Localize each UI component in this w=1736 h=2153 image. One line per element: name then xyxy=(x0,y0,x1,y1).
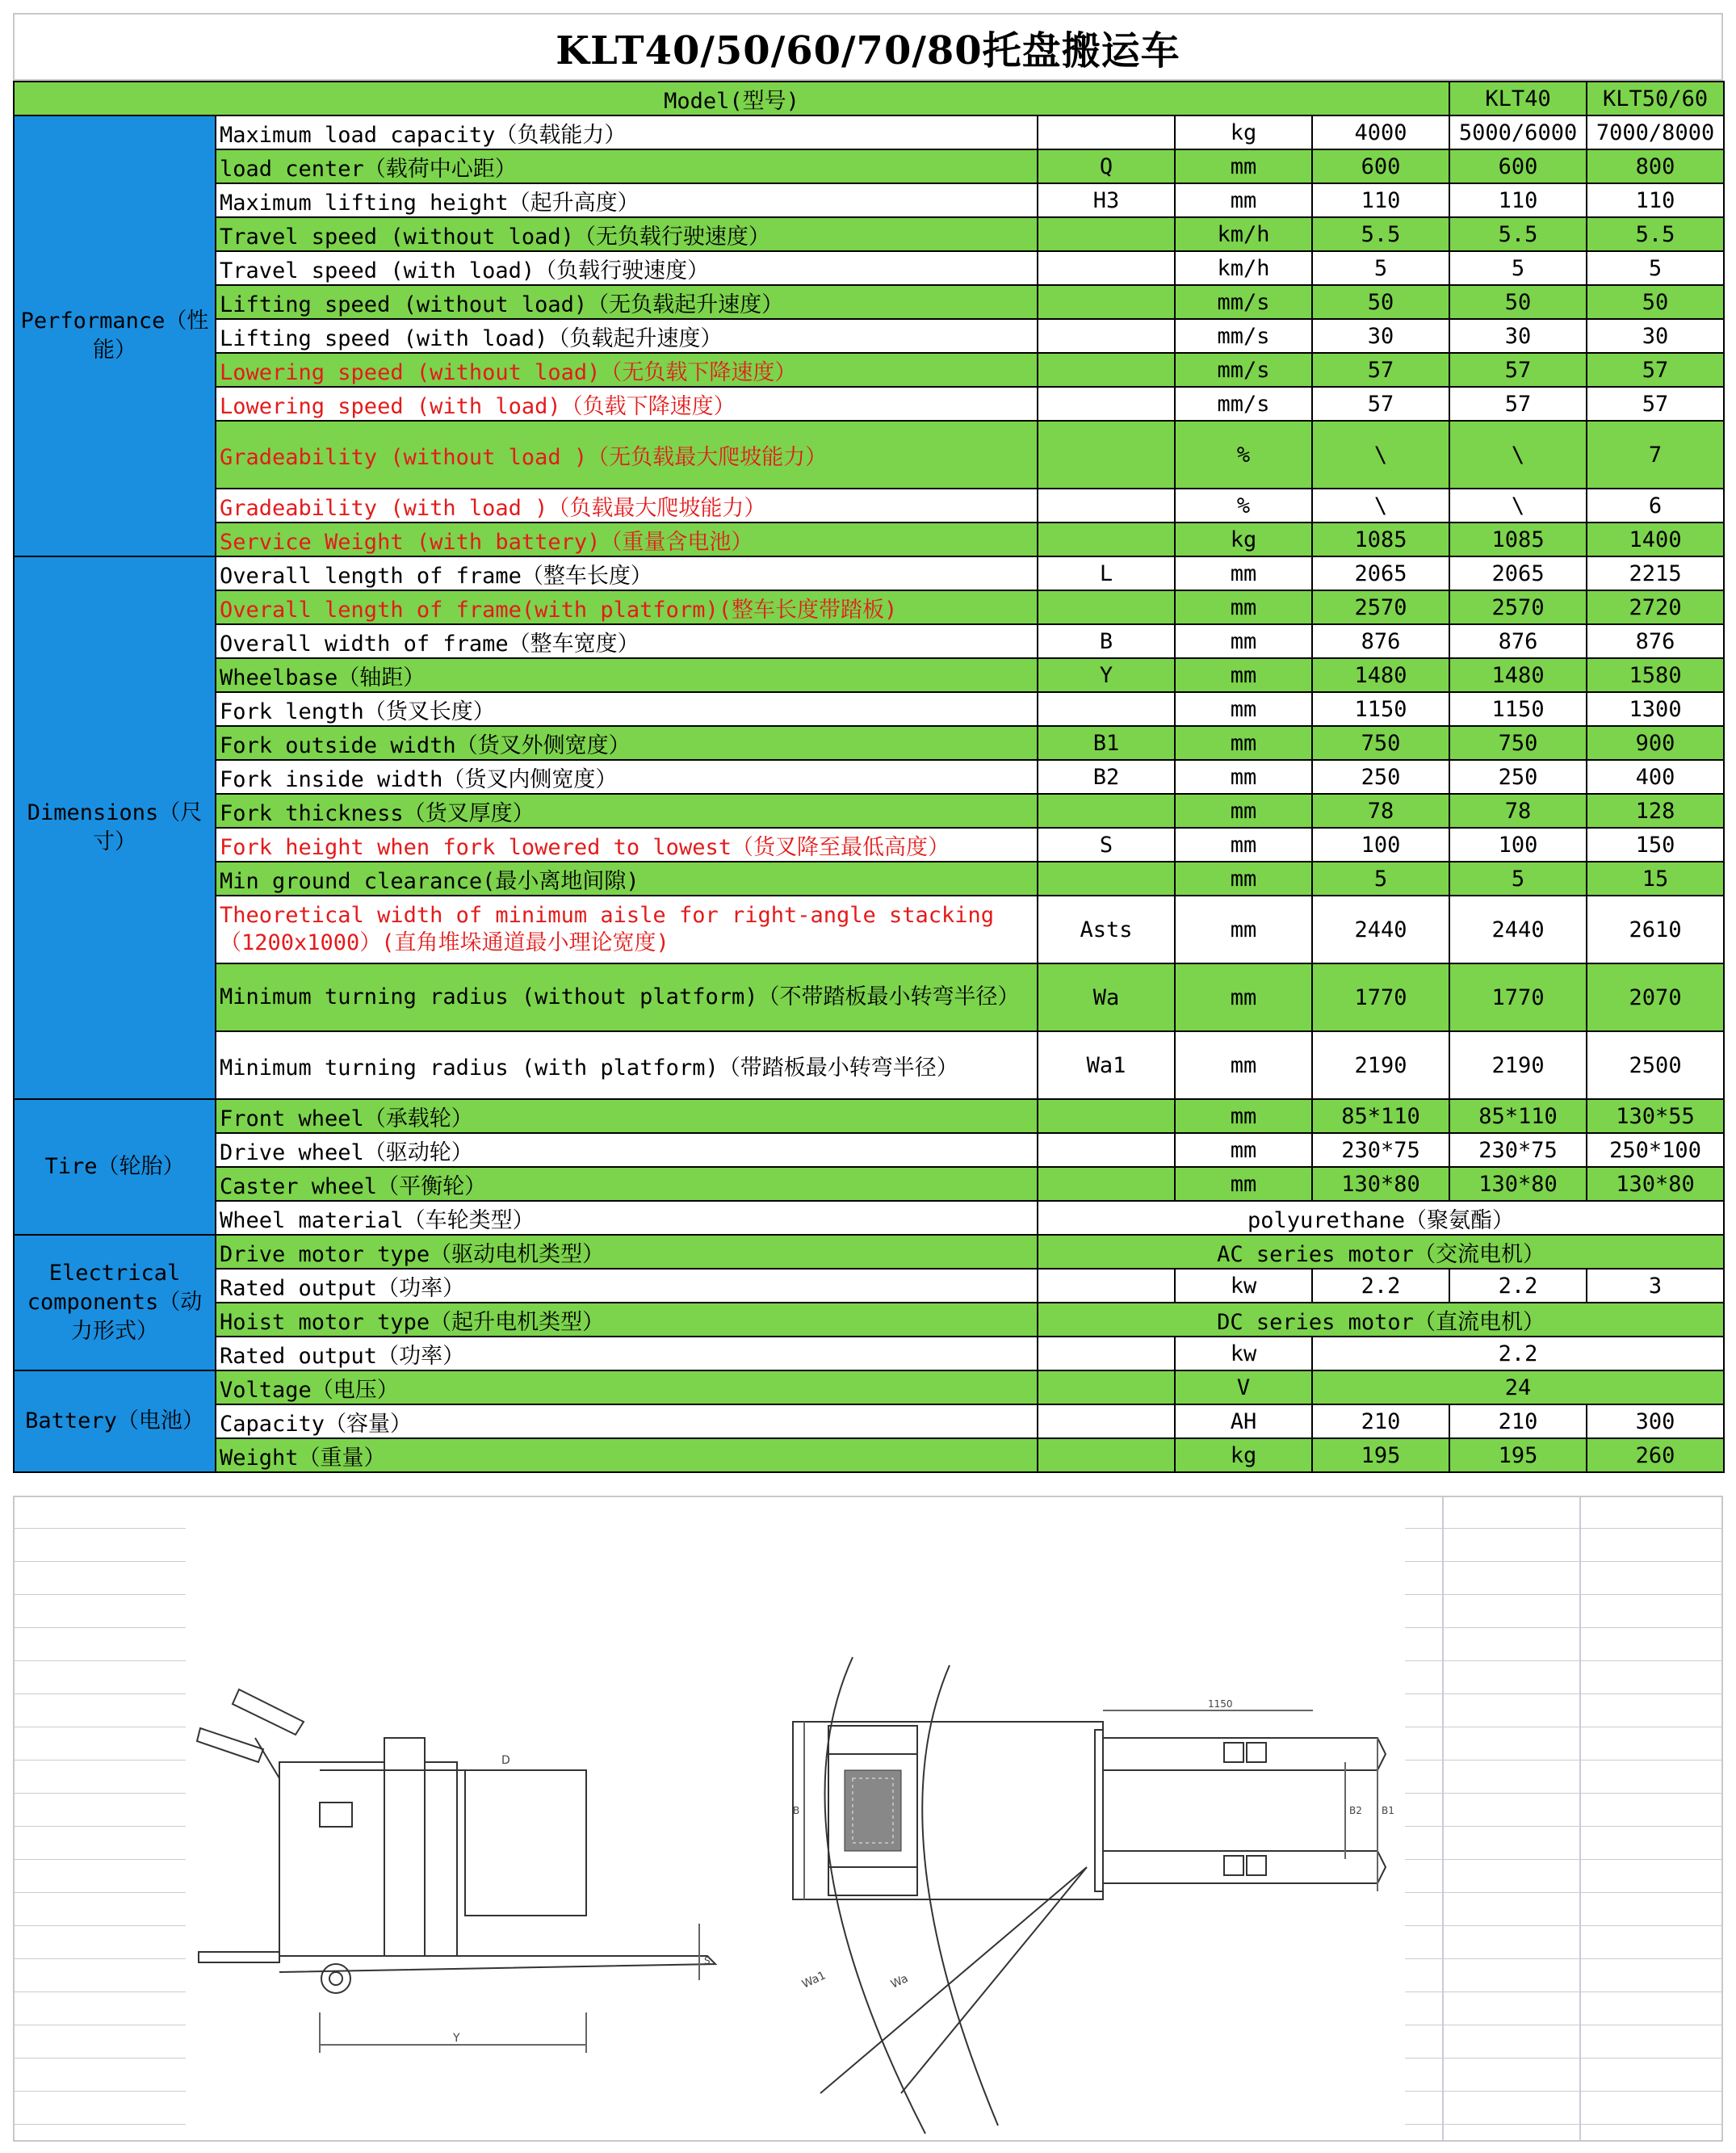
value-klt40: 2065 xyxy=(1312,556,1449,590)
value-klt40: 600 xyxy=(1312,149,1449,183)
spec-row xyxy=(14,624,1724,658)
value-klt40: 1770 xyxy=(1312,963,1449,1031)
unit-cell: AH xyxy=(1175,1404,1312,1438)
symbol-cell: Wa1 xyxy=(1038,1031,1175,1099)
symbol-cell xyxy=(1038,862,1175,896)
unit-cell: mm xyxy=(1175,624,1312,658)
param-cell: Fork thickness（货叉厚度） xyxy=(216,794,1038,828)
symbol-cell xyxy=(1038,1269,1175,1303)
value-klt50-60: 1770 xyxy=(1449,963,1587,1031)
param-cell: Wheelbase（轴距） xyxy=(216,658,1038,692)
param-cell: Fork height when fork lowered to lowest（货叉降至最低高度） xyxy=(216,828,1038,862)
value-klt40: 78 xyxy=(1312,794,1449,828)
spec-row xyxy=(14,828,1724,862)
value-klt70-80: 1580 xyxy=(1587,658,1724,692)
symbol-cell: H3 xyxy=(1038,183,1175,217)
symbol-cell xyxy=(1038,523,1175,556)
unit-cell: mm xyxy=(1175,862,1312,896)
value-klt70-80: 128 xyxy=(1587,794,1724,828)
value-klt70-80: 57 xyxy=(1587,353,1724,387)
param-cell: Rated output（功率） xyxy=(216,1269,1038,1303)
spec-row xyxy=(14,1031,1724,1099)
dim-label-d: D xyxy=(501,1754,510,1767)
unit-cell: mm xyxy=(1175,760,1312,794)
spec-row xyxy=(14,1099,1724,1133)
symbol-cell xyxy=(1038,1167,1175,1201)
value-klt40: 230*75 xyxy=(1312,1133,1449,1167)
param-cell: Travel speed (without load)（无负载行驶速度） xyxy=(216,217,1038,251)
value-klt70-80: 900 xyxy=(1587,726,1724,760)
unit-cell: % xyxy=(1175,489,1312,523)
dim-label-b1: B1 xyxy=(1382,1805,1394,1816)
unit-cell: mm xyxy=(1175,590,1312,624)
unit-cell: mm xyxy=(1175,183,1312,217)
value-klt40: 4000 xyxy=(1312,115,1449,149)
value-klt70-80: 2500 xyxy=(1587,1031,1724,1099)
value-klt40: 250 xyxy=(1312,760,1449,794)
value-klt50-60: 2570 xyxy=(1449,590,1587,624)
value-klt50-60: 30 xyxy=(1449,319,1587,353)
symbol-cell xyxy=(1038,285,1175,319)
param-cell: Rated output（功率） xyxy=(216,1337,1038,1370)
spec-row xyxy=(14,1167,1724,1201)
param-cell: load center（载荷中心距） xyxy=(216,149,1038,183)
symbol-cell: Asts xyxy=(1038,896,1175,963)
section-dimensions: Dimensions（尺寸） xyxy=(14,556,216,1099)
unit-cell: V xyxy=(1175,1370,1312,1404)
value-klt40: 5 xyxy=(1312,251,1449,285)
param-cell: Lifting speed (with load)（负载起升速度） xyxy=(216,319,1038,353)
value-klt50-60: 130*80 xyxy=(1449,1167,1587,1201)
symbol-cell xyxy=(1038,217,1175,251)
value-klt70-80: 250*100 xyxy=(1587,1133,1724,1167)
unit-cell: mm/s xyxy=(1175,285,1312,319)
technical-drawing-area xyxy=(13,1496,1723,2142)
symbol-cell: B1 xyxy=(1038,726,1175,760)
spec-row xyxy=(14,1404,1724,1438)
dim-label-b2: B2 xyxy=(1349,1805,1362,1816)
value-klt50-60: 600 xyxy=(1449,149,1587,183)
symbol-cell: Wa xyxy=(1038,963,1175,1031)
value-klt40: 750 xyxy=(1312,726,1449,760)
value-klt70-80: 1300 xyxy=(1587,692,1724,726)
param-cell: Overall length of frame（整车长度） xyxy=(216,556,1038,590)
param-cell: Gradeability (with load )（负载最大爬坡能力） xyxy=(216,489,1038,523)
param-cell: Drive motor type（驱动电机类型） xyxy=(216,1235,1038,1269)
value-klt40: \ xyxy=(1312,421,1449,489)
spec-row xyxy=(14,658,1724,692)
spec-row xyxy=(14,1370,1724,1404)
spec-row xyxy=(14,387,1724,421)
spec-row xyxy=(14,285,1724,319)
symbol-cell: S xyxy=(1038,828,1175,862)
value-klt70-80: 7 xyxy=(1587,421,1724,489)
param-cell: Hoist motor type（起升电机类型） xyxy=(216,1303,1038,1337)
symbol-cell xyxy=(1038,794,1175,828)
merged-value-cell: DC series motor（直流电机） xyxy=(1038,1303,1724,1337)
value-klt70-80: 2720 xyxy=(1587,590,1724,624)
param-cell: Travel speed (with load)（负载行驶速度） xyxy=(216,251,1038,285)
value-klt50-60: 5 xyxy=(1449,862,1587,896)
value-klt40: 30 xyxy=(1312,319,1449,353)
value-klt70-80: 5.5 xyxy=(1587,217,1724,251)
unit-cell: mm xyxy=(1175,692,1312,726)
value-klt50-60: 750 xyxy=(1449,726,1587,760)
section-battery: Battery（电池） xyxy=(14,1370,216,1472)
value-klt40: 210 xyxy=(1312,1404,1449,1438)
merged-value-cell: 24 xyxy=(1312,1370,1724,1404)
spec-row xyxy=(14,1201,1724,1235)
symbol-cell xyxy=(1038,353,1175,387)
value-klt50-60: 110 xyxy=(1449,183,1587,217)
param-cell: Minimum turning radius (without platform)（不带踏板最小转弯半径） xyxy=(216,963,1038,1031)
spec-row xyxy=(14,115,1724,149)
merged-value-cell: polyurethane（聚氨酯） xyxy=(1038,1201,1724,1235)
symbol-cell xyxy=(1038,590,1175,624)
value-klt70-80: 300 xyxy=(1587,1404,1724,1438)
value-klt50-60: 2190 xyxy=(1449,1031,1587,1099)
unit-cell: mm xyxy=(1175,828,1312,862)
value-klt40: 110 xyxy=(1312,183,1449,217)
value-klt70-80: 800 xyxy=(1587,149,1724,183)
symbol-cell xyxy=(1038,1438,1175,1472)
value-klt50-60: 1085 xyxy=(1449,523,1587,556)
dim-label-wa: Wa xyxy=(888,1972,911,1991)
spec-row xyxy=(14,726,1724,760)
unit-cell: mm xyxy=(1175,896,1312,963)
value-klt70-80: 876 xyxy=(1587,624,1724,658)
value-klt70-80: 130*80 xyxy=(1587,1167,1724,1201)
value-klt50-60: \ xyxy=(1449,421,1587,489)
symbol-cell xyxy=(1038,319,1175,353)
spec-table xyxy=(13,81,1725,1473)
value-klt40: \ xyxy=(1312,489,1449,523)
value-klt50-60: 5.5 xyxy=(1449,217,1587,251)
param-cell: Front wheel（承载轮） xyxy=(216,1099,1038,1133)
param-cell: Maximum load capacity（负载能力） xyxy=(216,115,1038,149)
value-klt70-80: 6 xyxy=(1587,489,1724,523)
unit-cell: mm xyxy=(1175,794,1312,828)
value-klt50-60: 1150 xyxy=(1449,692,1587,726)
param-cell: Service Weight (with battery)（重量含电池） xyxy=(216,523,1038,556)
value-klt40: 5 xyxy=(1312,862,1449,896)
unit-cell: kw xyxy=(1175,1269,1312,1303)
param-cell: Min ground clearance(最小离地间隙) xyxy=(216,862,1038,896)
value-klt70-80: 15 xyxy=(1587,862,1724,896)
param-cell: Gradeability (without load )（无负载最大爬坡能力） xyxy=(216,421,1038,489)
value-klt50-60: 2065 xyxy=(1449,556,1587,590)
unit-cell: mm xyxy=(1175,1031,1312,1099)
param-cell: Wheel material（车轮类型） xyxy=(216,1201,1038,1235)
value-klt40: 2.2 xyxy=(1312,1269,1449,1303)
value-klt50-60: 876 xyxy=(1449,624,1587,658)
unit-cell: mm xyxy=(1175,1099,1312,1133)
spec-row xyxy=(14,1337,1724,1370)
spec-row xyxy=(14,523,1724,556)
symbol-cell xyxy=(1038,692,1175,726)
model-label: Model(型号) xyxy=(14,82,1449,115)
spec-row xyxy=(14,1438,1724,1472)
symbol-cell xyxy=(1038,421,1175,489)
value-klt70-80: 1400 xyxy=(1587,523,1724,556)
unit-cell: mm/s xyxy=(1175,319,1312,353)
unit-cell: kw xyxy=(1175,1337,1312,1370)
spec-row xyxy=(14,1235,1724,1269)
symbol-cell xyxy=(1038,1337,1175,1370)
value-klt70-80: 2215 xyxy=(1587,556,1724,590)
value-klt70-80: 50 xyxy=(1587,285,1724,319)
dim-label-wa1: Wa1 xyxy=(799,1969,828,1991)
value-klt70-80: 30 xyxy=(1587,319,1724,353)
spec-row xyxy=(14,1269,1724,1303)
section-performance: Performance（性能） xyxy=(14,115,216,556)
param-cell: Theoretical width of minimum aisle for right-angle stacking（1200x1000）(直角堆垛通道最小理论宽度) xyxy=(216,896,1038,963)
unit-cell: kg xyxy=(1175,115,1312,149)
param-cell: Voltage（电压） xyxy=(216,1370,1038,1404)
param-cell: Overall width of frame（整车宽度） xyxy=(216,624,1038,658)
value-klt40: 876 xyxy=(1312,624,1449,658)
unit-cell: % xyxy=(1175,421,1312,489)
spec-row xyxy=(14,421,1724,489)
param-cell: Maximum lifting height（起升高度） xyxy=(216,183,1038,217)
param-cell: Fork inside width（货叉内侧宽度） xyxy=(216,760,1038,794)
value-klt70-80: 5 xyxy=(1587,251,1724,285)
unit-cell: mm xyxy=(1175,556,1312,590)
value-klt50-60: 57 xyxy=(1449,353,1587,387)
symbol-cell xyxy=(1038,1099,1175,1133)
value-klt50-60: 85*110 xyxy=(1449,1099,1587,1133)
value-klt50-60: 2440 xyxy=(1449,896,1587,963)
unit-cell: kg xyxy=(1175,1438,1312,1472)
spec-row xyxy=(14,963,1724,1031)
symbol-cell xyxy=(1038,1404,1175,1438)
value-klt40: 1480 xyxy=(1312,658,1449,692)
sheet-border xyxy=(13,1496,1723,2142)
value-klt50-60: 2.2 xyxy=(1449,1269,1587,1303)
unit-cell: mm xyxy=(1175,658,1312,692)
unit-cell: mm xyxy=(1175,1133,1312,1167)
value-klt40: 100 xyxy=(1312,828,1449,862)
dim-label-s: S xyxy=(704,1955,711,1966)
value-klt50-60: 50 xyxy=(1449,285,1587,319)
value-klt50-60: 1480 xyxy=(1449,658,1587,692)
value-klt40: 50 xyxy=(1312,285,1449,319)
symbol-cell xyxy=(1038,387,1175,421)
unit-cell: mm xyxy=(1175,149,1312,183)
symbol-cell: Y xyxy=(1038,658,1175,692)
value-klt70-80: 150 xyxy=(1587,828,1724,862)
value-klt70-80: 57 xyxy=(1587,387,1724,421)
param-cell: Weight（重量） xyxy=(216,1438,1038,1472)
value-klt50-60: 210 xyxy=(1449,1404,1587,1438)
spec-row xyxy=(14,1133,1724,1167)
param-cell: Fork length（货叉长度） xyxy=(216,692,1038,726)
param-cell: Fork outside width（货叉外侧宽度） xyxy=(216,726,1038,760)
value-klt50-60: 195 xyxy=(1449,1438,1587,1472)
value-klt70-80: 3 xyxy=(1587,1269,1724,1303)
spec-row xyxy=(14,794,1724,828)
spec-row xyxy=(14,760,1724,794)
merged-value-cell: AC series motor（交流电机） xyxy=(1038,1235,1724,1269)
spec-row xyxy=(14,556,1724,590)
value-klt40: 130*80 xyxy=(1312,1167,1449,1201)
symbol-cell: L xyxy=(1038,556,1175,590)
section-electrical: Electrical components（动力形式） xyxy=(14,1235,216,1370)
value-klt50-60: 5 xyxy=(1449,251,1587,285)
value-klt70-80: 2070 xyxy=(1587,963,1724,1031)
value-klt50-60: 250 xyxy=(1449,760,1587,794)
unit-cell: mm/s xyxy=(1175,353,1312,387)
spec-row xyxy=(14,692,1724,726)
value-klt40: 57 xyxy=(1312,353,1449,387)
value-klt50-60: 78 xyxy=(1449,794,1587,828)
value-klt40: 195 xyxy=(1312,1438,1449,1472)
value-klt70-80: 110 xyxy=(1587,183,1724,217)
value-klt40: 2190 xyxy=(1312,1031,1449,1099)
value-klt70-80: 7000/8000 xyxy=(1587,115,1724,149)
symbol-cell: B xyxy=(1038,624,1175,658)
page-title: KLT40/50/60/70/80托盘搬运车 xyxy=(13,13,1723,81)
param-cell: Lowering speed (without load)（无负载下降速度） xyxy=(216,353,1038,387)
spec-row xyxy=(14,149,1724,183)
model-klt40: KLT40 xyxy=(1449,82,1587,115)
dim-label-y: Y xyxy=(453,2032,460,2045)
param-cell: Overall length of frame(with platform)(整车长度带踏板) xyxy=(216,590,1038,624)
symbol-cell: Q xyxy=(1038,149,1175,183)
symbol-cell xyxy=(1038,489,1175,523)
param-cell: Lowering speed (with load)（负载下降速度） xyxy=(216,387,1038,421)
header-row xyxy=(14,82,1724,115)
spec-row xyxy=(14,319,1724,353)
unit-cell: km/h xyxy=(1175,217,1312,251)
model-klt50-60: KLT50/60 xyxy=(1587,82,1724,115)
dim-label-b: B xyxy=(793,1805,800,1816)
value-klt70-80: 400 xyxy=(1587,760,1724,794)
value-klt40: 1150 xyxy=(1312,692,1449,726)
unit-cell: mm xyxy=(1175,1167,1312,1201)
unit-cell: km/h xyxy=(1175,251,1312,285)
value-klt50-60: 5000/6000 xyxy=(1449,115,1587,149)
value-klt50-60: 100 xyxy=(1449,828,1587,862)
value-klt40: 1085 xyxy=(1312,523,1449,556)
symbol-cell xyxy=(1038,115,1175,149)
dim-label-1150: 1150 xyxy=(1208,1698,1233,1710)
param-cell: Minimum turning radius (with platform)（带踏板最小转弯半径） xyxy=(216,1031,1038,1099)
param-cell: Capacity（容量） xyxy=(216,1404,1038,1438)
symbol-cell xyxy=(1038,1133,1175,1167)
spec-row xyxy=(14,251,1724,285)
spec-row xyxy=(14,896,1724,963)
spec-row xyxy=(14,489,1724,523)
value-klt40: 2570 xyxy=(1312,590,1449,624)
section-tire: Tire（轮胎） xyxy=(14,1099,216,1235)
spec-row xyxy=(14,1303,1724,1337)
value-klt70-80: 260 xyxy=(1587,1438,1724,1472)
value-klt50-60: 230*75 xyxy=(1449,1133,1587,1167)
unit-cell: kg xyxy=(1175,523,1312,556)
value-klt50-60: 57 xyxy=(1449,387,1587,421)
symbol-cell xyxy=(1038,251,1175,285)
param-cell: Drive wheel（驱动轮） xyxy=(216,1133,1038,1167)
param-cell: Caster wheel（平衡轮） xyxy=(216,1167,1038,1201)
value-klt40: 5.5 xyxy=(1312,217,1449,251)
param-cell: Lifting speed (without load)（无负载起升速度） xyxy=(216,285,1038,319)
merged-value-cell: 2.2 xyxy=(1312,1337,1724,1370)
symbol-cell xyxy=(1038,1370,1175,1404)
spec-row xyxy=(14,590,1724,624)
value-klt50-60: \ xyxy=(1449,489,1587,523)
spec-row xyxy=(14,862,1724,896)
value-klt40: 57 xyxy=(1312,387,1449,421)
value-klt70-80: 2610 xyxy=(1587,896,1724,963)
spec-row xyxy=(14,353,1724,387)
spec-row xyxy=(14,217,1724,251)
value-klt70-80: 130*55 xyxy=(1587,1099,1724,1133)
unit-cell: mm xyxy=(1175,726,1312,760)
value-klt40: 85*110 xyxy=(1312,1099,1449,1133)
unit-cell: mm xyxy=(1175,963,1312,1031)
spec-row xyxy=(14,183,1724,217)
value-klt40: 2440 xyxy=(1312,896,1449,963)
unit-cell: mm/s xyxy=(1175,387,1312,421)
symbol-cell: B2 xyxy=(1038,760,1175,794)
